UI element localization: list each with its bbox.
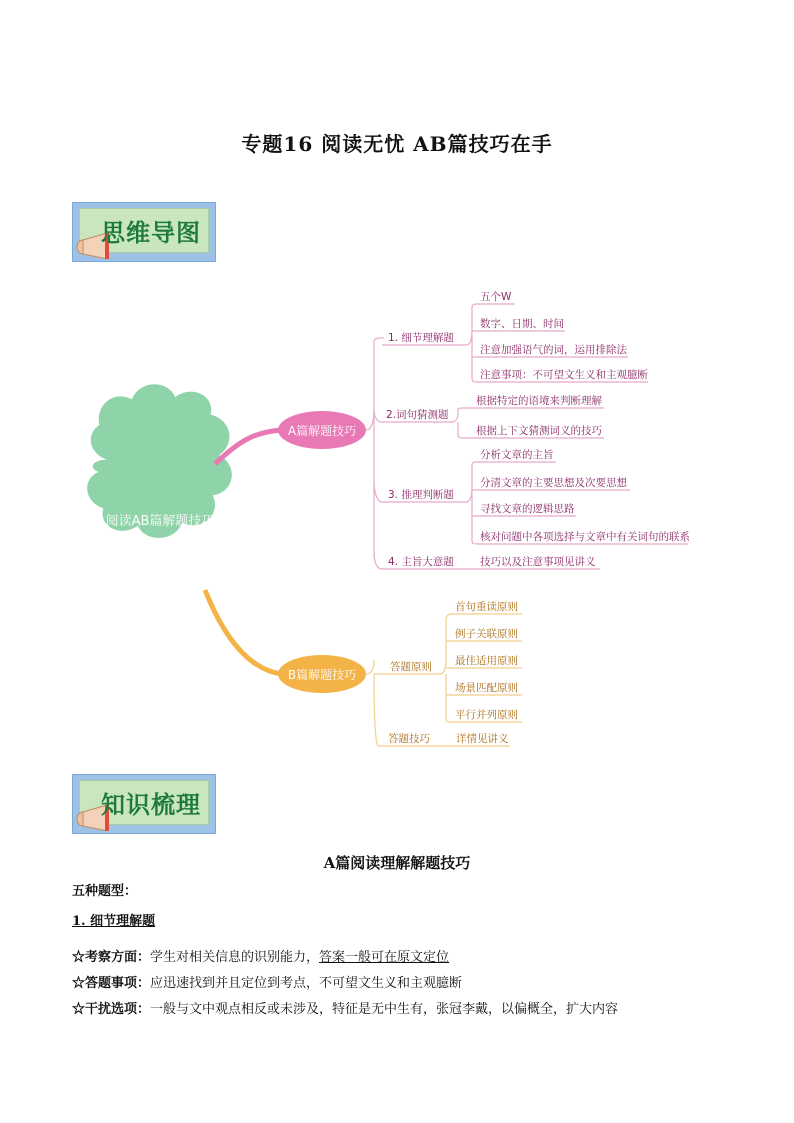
branch-a-label: A篇解题技巧 — [287, 424, 357, 438]
knowledge-banner — [72, 774, 216, 834]
a4-item-1: 技巧以及注意事项见讲义 — [480, 556, 596, 568]
b1-item-2: 例子关联原则 — [455, 628, 518, 640]
note-line-1 — [72, 946, 449, 965]
a2-item-2: 根据上下文猜测词义的技巧 — [476, 425, 602, 437]
note-underlined: 答案一般可在原文定位 — [319, 950, 450, 965]
note-key: ☆答题事项： — [72, 976, 151, 991]
mindmap — [0, 270, 794, 770]
a1-item-4: 注意事项：不可望文生义和主观臆断 — [480, 369, 648, 381]
branch-b-link — [205, 590, 282, 674]
center-label: 阅读AB篇解题技巧 — [105, 514, 215, 529]
a3-item-1: 分析文章的主旨 — [480, 449, 554, 461]
b-group-1-label: 答题原则 — [390, 661, 432, 673]
a-group-4-label: 4. 主旨大意题 — [388, 556, 454, 568]
a1-item-2: 数字、日期、时间 — [480, 318, 564, 330]
b1-item-5: 平行并列原则 — [455, 709, 518, 721]
a-group-1-label: 1. 细节理解题 — [388, 332, 454, 344]
a3-item-3: 寻找文章的逻辑思路 — [480, 503, 575, 515]
banner-text: 知识梳理 — [101, 791, 201, 819]
note-text: 学生对相关信息的识别能力， — [150, 950, 320, 965]
b-group-2-label: 答题技巧 — [388, 733, 430, 745]
section-heading: A篇阅读理解解题技巧 — [323, 854, 471, 872]
a3-item-2: 分清文章的主要思想及次要思想 — [480, 477, 627, 489]
note-line-2 — [72, 972, 462, 991]
a-group-3-label: 3. 推理判断题 — [388, 489, 454, 501]
mindmap-banner — [72, 202, 216, 262]
b1-item-1: 首句重读原则 — [455, 601, 518, 613]
note-text: 一般与文中观点相反或未涉及，特征是无中生有，张冠李戴，以偏概全，扩大内容 — [150, 1002, 619, 1017]
a1-item-3: 注意加强语气的词，运用排除法 — [480, 344, 627, 356]
note-text: 应迅速找到并且定位到考点，不可望文生义和主观臆断 — [150, 976, 463, 991]
b1-item-3: 最佳适用原则 — [455, 655, 518, 667]
note-key: ☆干扰选项： — [72, 1002, 151, 1017]
a2-item-1: 根据特定的语境来判断理解 — [476, 395, 602, 407]
b2-item-1: 详情见讲义 — [456, 733, 509, 745]
banner-text: 思维导图 — [101, 219, 201, 247]
a1-item-1: 五个W — [480, 291, 512, 303]
subheading: 五种题型： — [72, 884, 138, 899]
item-heading: 1. 细节理解题 — [72, 914, 156, 929]
page-title: 专题16 阅读无忧 AB篇技巧在手 — [241, 132, 553, 156]
branch-b-label: B篇解题技巧 — [287, 668, 357, 682]
note-line-3 — [72, 998, 618, 1017]
a-group-2-label: 2.词句猜测题 — [386, 409, 449, 421]
a3-item-4: 核对问题中各项选择与文章中有关词句的联系 — [480, 531, 690, 543]
b1-item-4: 场景匹配原则 — [455, 682, 518, 694]
note-key: ☆考察方面： — [72, 950, 151, 965]
